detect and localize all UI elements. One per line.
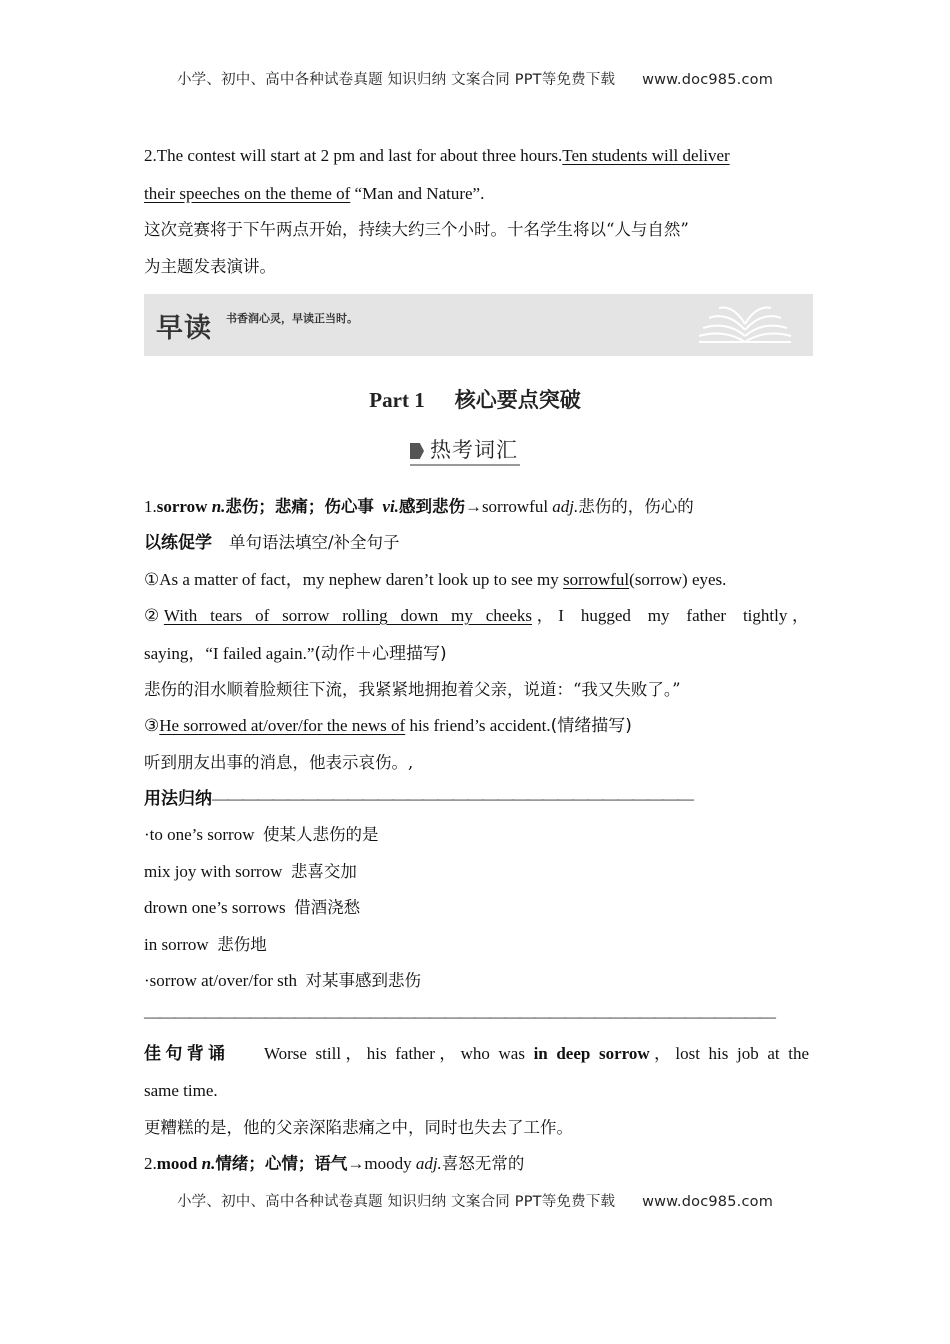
part-title — [0, 384, 950, 414]
practice-heading — [144, 531, 809, 555]
intro-answer: their speeches on the theme of — [144, 184, 351, 203]
definition: 喜怒无常的 — [441, 1154, 525, 1173]
intro-cn-2: 为主题发表演讲。 — [144, 257, 276, 276]
usage-item — [144, 860, 809, 884]
exercise-2 — [144, 604, 809, 628]
usage-meaning: 悲喜交加 — [290, 862, 357, 881]
exercise-answer: sorrowful — [563, 570, 630, 589]
quote-cn: 更糟糕的是，他的父亲深陷悲痛之中，同时也失去了工作。 — [144, 1118, 573, 1137]
usage-item — [144, 823, 809, 847]
footer-url[interactable]: www.doc985.com — [642, 1194, 774, 1210]
intro-line-1 — [144, 144, 809, 168]
open-book-icon — [695, 302, 795, 348]
exercise-answer: He sorrowed at/over/for the news of — [159, 716, 406, 735]
exercise-text: (sorrow) eyes. — [629, 570, 727, 589]
section-title — [410, 434, 520, 466]
practice-label: 以练促学 — [144, 533, 212, 553]
part-heading: 核心要点突破 — [454, 387, 581, 412]
usage-label: 用法归纳 — [144, 789, 212, 809]
word-entry-mood — [144, 1152, 809, 1176]
definition: 情绪；心情；语气 — [215, 1154, 348, 1173]
usage-meaning: 使某人悲伤的是 — [262, 825, 379, 844]
headword: sorrow — [156, 497, 208, 516]
footer-text: 小学、初中、高中各种试卷真题 知识归纳 文案合同 PPT等免费下载 — [176, 1194, 616, 1210]
quote-label: 佳句背诵 — [144, 1044, 230, 1064]
intro-cn-1: 这次竞赛将于下午两点开始，持续大约三个小时。十名学生将以“人与自然” — [144, 220, 689, 239]
intro-line-2 — [144, 182, 809, 206]
quote-line-1 — [144, 1042, 809, 1066]
arrow-icon: → — [347, 1154, 365, 1173]
exercise-text: ①As a matter of fact，my nephew daren’t look up to see my — [144, 570, 564, 589]
practice-desc: 单句语法填空/补全句子 — [229, 533, 400, 552]
quote-text: ，lost his job at the — [649, 1044, 810, 1063]
definition: 感到悲伤 — [398, 497, 465, 516]
definition: 悲伤；悲痛；伤心事 — [225, 497, 374, 516]
usage-meaning: 悲伤地 — [217, 935, 267, 954]
exercise-3 — [144, 714, 809, 738]
usage-heading — [144, 787, 809, 811]
section-title-text: 热考词汇 — [430, 438, 518, 462]
part-of-speech: vi. — [382, 497, 399, 516]
usage-phrase: in sorrow — [144, 935, 209, 954]
usage-phrase: ·to one’s sorrow — [144, 825, 255, 844]
quote-text: Worse still，his father，who was — [263, 1044, 534, 1063]
intro-text: 2.The contest will start at 2 pm and last for about three hours. — [144, 146, 563, 165]
page-header — [0, 68, 950, 89]
derivative-word: moody — [364, 1154, 412, 1173]
exercise-text: saying，“I failed again.” — [144, 644, 315, 663]
usage-phrase: ·sorrow at/over/for sth — [144, 971, 297, 990]
usage-item — [144, 896, 809, 920]
header-url[interactable]: www.doc985.com — [642, 72, 774, 88]
quote-line-2: same time. — [144, 1081, 218, 1100]
part-of-speech: adj. — [415, 1154, 442, 1173]
exercise-3-cn: 听到朋友出事的消息，他表示哀伤。, — [144, 753, 414, 772]
exercise-2-line-2 — [144, 642, 809, 666]
exercise-note: (情绪描写) — [550, 716, 632, 736]
exercise-text: ，I hugged my father tightly， — [532, 606, 809, 625]
exercise-number: ② — [144, 606, 164, 625]
word-entry-sorrow — [144, 495, 809, 519]
intro-text: “Man and Nature”. — [350, 184, 485, 203]
entry-number: 1. — [144, 497, 157, 516]
section-marker-icon — [410, 443, 424, 459]
page-footer — [0, 1190, 950, 1211]
usage-divider: ———————————————————————————————— — [212, 789, 692, 808]
headword: mood — [156, 1154, 198, 1173]
quote-highlight: in deep sorrow — [533, 1044, 650, 1063]
exercise-2-cn: 悲伤的泪水顺着脸颊往下流，我紧紧地拥抱着父亲，说道：“我又失败了。” — [144, 680, 681, 699]
exercise-number: ③ — [144, 716, 160, 735]
definition: 悲伤的，伤心的 — [578, 497, 694, 516]
header-text: 小学、初中、高中各种试卷真题 知识归纳 文案合同 PPT等免费下载 — [176, 72, 616, 88]
part-of-speech: n. — [201, 1154, 216, 1173]
exercise-1 — [144, 568, 809, 592]
usage-phrase: drown one’s sorrows — [144, 898, 286, 917]
exercise-answer: With tears of sorrow rolling down my cheeks — [163, 606, 533, 625]
banner-title: 早读 — [156, 313, 212, 344]
derivative-word: sorrowful — [481, 497, 549, 516]
part-label: Part 1 — [369, 388, 425, 412]
intro-answer: Ten students will deliver — [562, 146, 730, 165]
part-of-speech: n. — [211, 497, 226, 516]
usage-meaning: 借酒浇愁 — [294, 898, 361, 917]
exercise-text: his friend’s accident. — [405, 716, 551, 735]
banner-slogan: 书香润心灵，早读正当时。 — [226, 312, 358, 325]
exercise-note: (动作＋心理描写) — [314, 644, 447, 664]
usage-item — [144, 969, 809, 993]
part-of-speech: adj. — [552, 497, 579, 516]
usage-meaning: 对某事感到悲伤 — [305, 971, 421, 990]
usage-phrase: mix joy with sorrow — [144, 862, 283, 881]
arrow-icon: → — [464, 497, 482, 516]
morning-reading-banner — [144, 294, 813, 356]
usage-item — [144, 933, 809, 957]
entry-number: 2. — [144, 1154, 157, 1173]
usage-end-divider: —————————————————————————————————————————— — [144, 1007, 774, 1026]
